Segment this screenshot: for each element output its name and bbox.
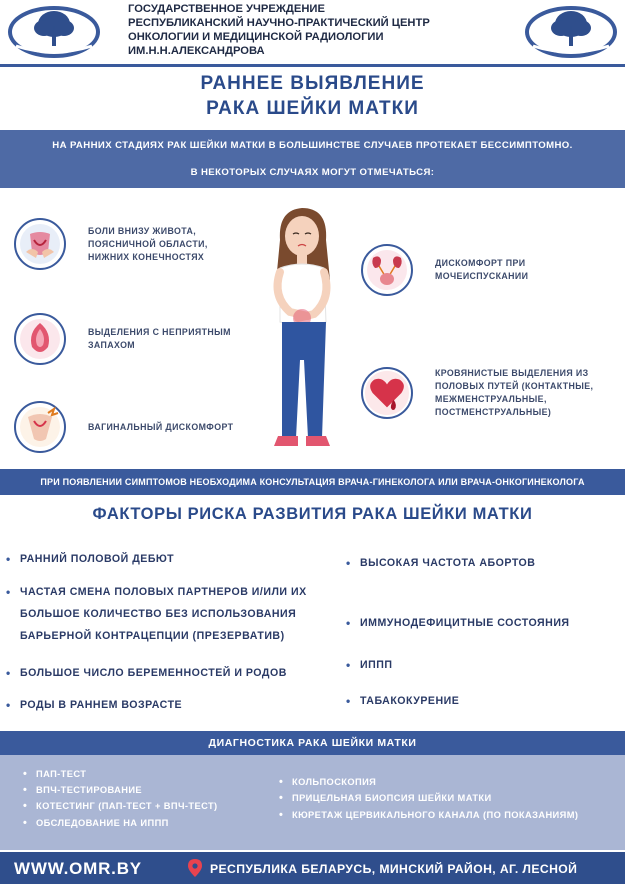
bullet-icon: •: [279, 792, 284, 804]
symptom-text: ВАГИНАЛЬНЫЙ ДИСКОМФОРТ: [88, 421, 234, 432]
kidney-bladder-icon: [361, 244, 413, 296]
risk-item: • ИППП: [360, 654, 392, 676]
bullet-icon: •: [346, 658, 351, 672]
diagnostic-item: • КОЛЬПОСКОПИЯ: [279, 776, 377, 788]
consult-banner: ПРИ ПОЯВЛЕНИИ СИМПТОМОВ НЕОБХОДИМА КОНСУЛЬТАЦИЯ ВРАЧА-ГИНЕКОЛОГА ИЛИ ВРАЧА-ОНКОГИНЕКОЛОГА: [0, 469, 625, 495]
risk-item: • ТАБАКОКУРЕНИЕ: [360, 690, 459, 712]
risk-item: • РОДЫ В РАННЕМ ВОЗРАСТЕ: [20, 694, 182, 716]
header-divider: [0, 64, 625, 67]
diagnostic-item: • ВПЧ-ТЕСТИРОВАНИЕ: [23, 784, 143, 796]
center-logo-icon: [8, 2, 100, 58]
bullet-icon: •: [279, 776, 284, 788]
bullet-icon: •: [23, 768, 28, 780]
address: РЕСПУБЛИКА БЕЛАРУСЬ, МИНСКИЙ РАЙОН, АГ. ЛЕСНОЙ: [210, 862, 578, 876]
risk-item: • РАННИЙ ПОЛОВОЙ ДЕБЮТ: [20, 548, 174, 570]
header: [0, 0, 625, 62]
diagnostics-title: ДИАГНОСТИКА РАКА ШЕЙКИ МАТКИ: [0, 731, 625, 755]
bullet-icon: •: [346, 694, 351, 708]
symptom-text: КРОВЯНИСТЫЕ ВЫДЕЛЕНИЯ ИЗ ПОЛОВЫХ ПУТЕЙ (КОНТАКТНЫЕ, МЕЖМЕНСТРУАЛЬНЫЕ, ПОСТМЕНСТРУАЛЬНЫЕ): [435, 368, 594, 417]
diagnostics-box: [0, 755, 625, 850]
risk-item: • ИММУНОДЕФИЦИТНЫЕ СОСТОЯНИЯ: [360, 612, 570, 634]
website-link[interactable]: WWW.OMR.BY: [14, 859, 142, 878]
bullet-icon: •: [23, 817, 28, 829]
intro-banner: НА РАННИХ СТАДИЯХ РАК ШЕЙКИ МАТКИ В БОЛЬШИНСТВЕ СЛУЧАЕВ ПРОТЕКАЕТ БЕССИМПТОМНО. В НЕКОТОРЫХ СЛУЧАЯХ МОГУТ ОТМЕЧАТЬСЯ:: [0, 130, 625, 188]
woman-illustration: [250, 200, 360, 455]
organization-name: ГОСУДАРСТВЕННОЕ УЧРЕЖДЕНИЕ РЕСПУБЛИКАНСКИЙ НАУЧНО-ПРАКТИЧЕСКИЙ ЦЕНТР ОНКОЛОГИИ И МЕДИЦИНСКОЙ РАДИОЛОГИИ ИМ.Н.Н.АЛЕКСАНДРОВА: [128, 3, 430, 57]
symptom-item: [14, 313, 231, 365]
footer: [0, 852, 625, 884]
bullet-icon: •: [6, 552, 11, 566]
center-logo-icon: [525, 2, 617, 58]
discharge-icon: [14, 313, 66, 365]
symptom-item: [14, 401, 233, 453]
vaginal-discomfort-icon: [14, 401, 66, 453]
diagnostic-item: • ПРИЦЕЛЬНАЯ БИОПСИЯ ШЕЙКИ МАТКИ: [279, 792, 492, 804]
abdominal-pain-icon: [14, 218, 66, 270]
diagnostic-item: • КОТЕСТИНГ (ПАП-ТЕСТ + ВПЧ-ТЕСТ): [23, 800, 218, 812]
symptom-text: ВЫДЕЛЕНИЯ С НЕПРИЯТНЫМ ЗАПАХОМ: [88, 327, 231, 350]
symptom-item: [361, 244, 528, 296]
page-title: РАННЕЕ ВЫЯВЛЕНИЕ РАКА ШЕЙКИ МАТКИ: [200, 73, 425, 119]
risk-title: ФАКТОРЫ РИСКА РАЗВИТИЯ РАКА ШЕЙКИ МАТКИ: [92, 505, 533, 523]
bullet-icon: •: [6, 698, 11, 712]
symptom-item: [14, 218, 208, 270]
bullet-icon: •: [23, 784, 28, 796]
symptom-text: ДИСКОМФОРТ ПРИ МОЧЕИСПУСКАНИИ: [435, 258, 529, 281]
blood-heart-icon: [361, 367, 413, 419]
location-pin-icon: [188, 859, 202, 877]
risk-item: • БОЛЬШОЕ ЧИСЛО БЕРЕМЕННОСТЕЙ И РОДОВ: [20, 662, 287, 684]
bullet-icon: •: [279, 809, 284, 821]
symptom-text: БОЛИ ВНИЗУ ЖИВОТА, ПОЯСНИЧНОЙ ОБЛАСТИ, НИЖНИХ КОНЕЧНОСТЯХ: [88, 225, 208, 262]
risk-item: • ВЫСОКАЯ ЧАСТОТА АБОРТОВ: [360, 552, 535, 574]
diagnostic-item: • КЮРЕТАЖ ЦЕРВИКАЛЬНОГО КАНАЛА (ПО ПОКАЗАНИЯМ): [279, 809, 579, 821]
bullet-icon: •: [346, 556, 351, 570]
bullet-icon: •: [23, 800, 28, 812]
bullet-icon: •: [6, 666, 11, 680]
diagnostic-item: • ОБСЛЕДОВАНИЕ НА ИППП: [23, 817, 169, 829]
bullet-icon: •: [6, 585, 11, 599]
symptom-item: [361, 367, 593, 419]
risk-item: • ЧАСТАЯ СМЕНА ПОЛОВЫХ ПАРТНЕРОВ И/ИЛИ ИХ БОЛЬШОЕ КОЛИЧЕСТВО БЕЗ ИСПОЛЬЗОВАНИЯ БАРЬЕРНОЙ КОНТРАЦЕПЦИИ (ПРЕЗЕРВАТИВ): [20, 581, 307, 647]
diagnostic-item: • ПАП-ТЕСТ: [23, 768, 87, 780]
bullet-icon: •: [346, 616, 351, 630]
